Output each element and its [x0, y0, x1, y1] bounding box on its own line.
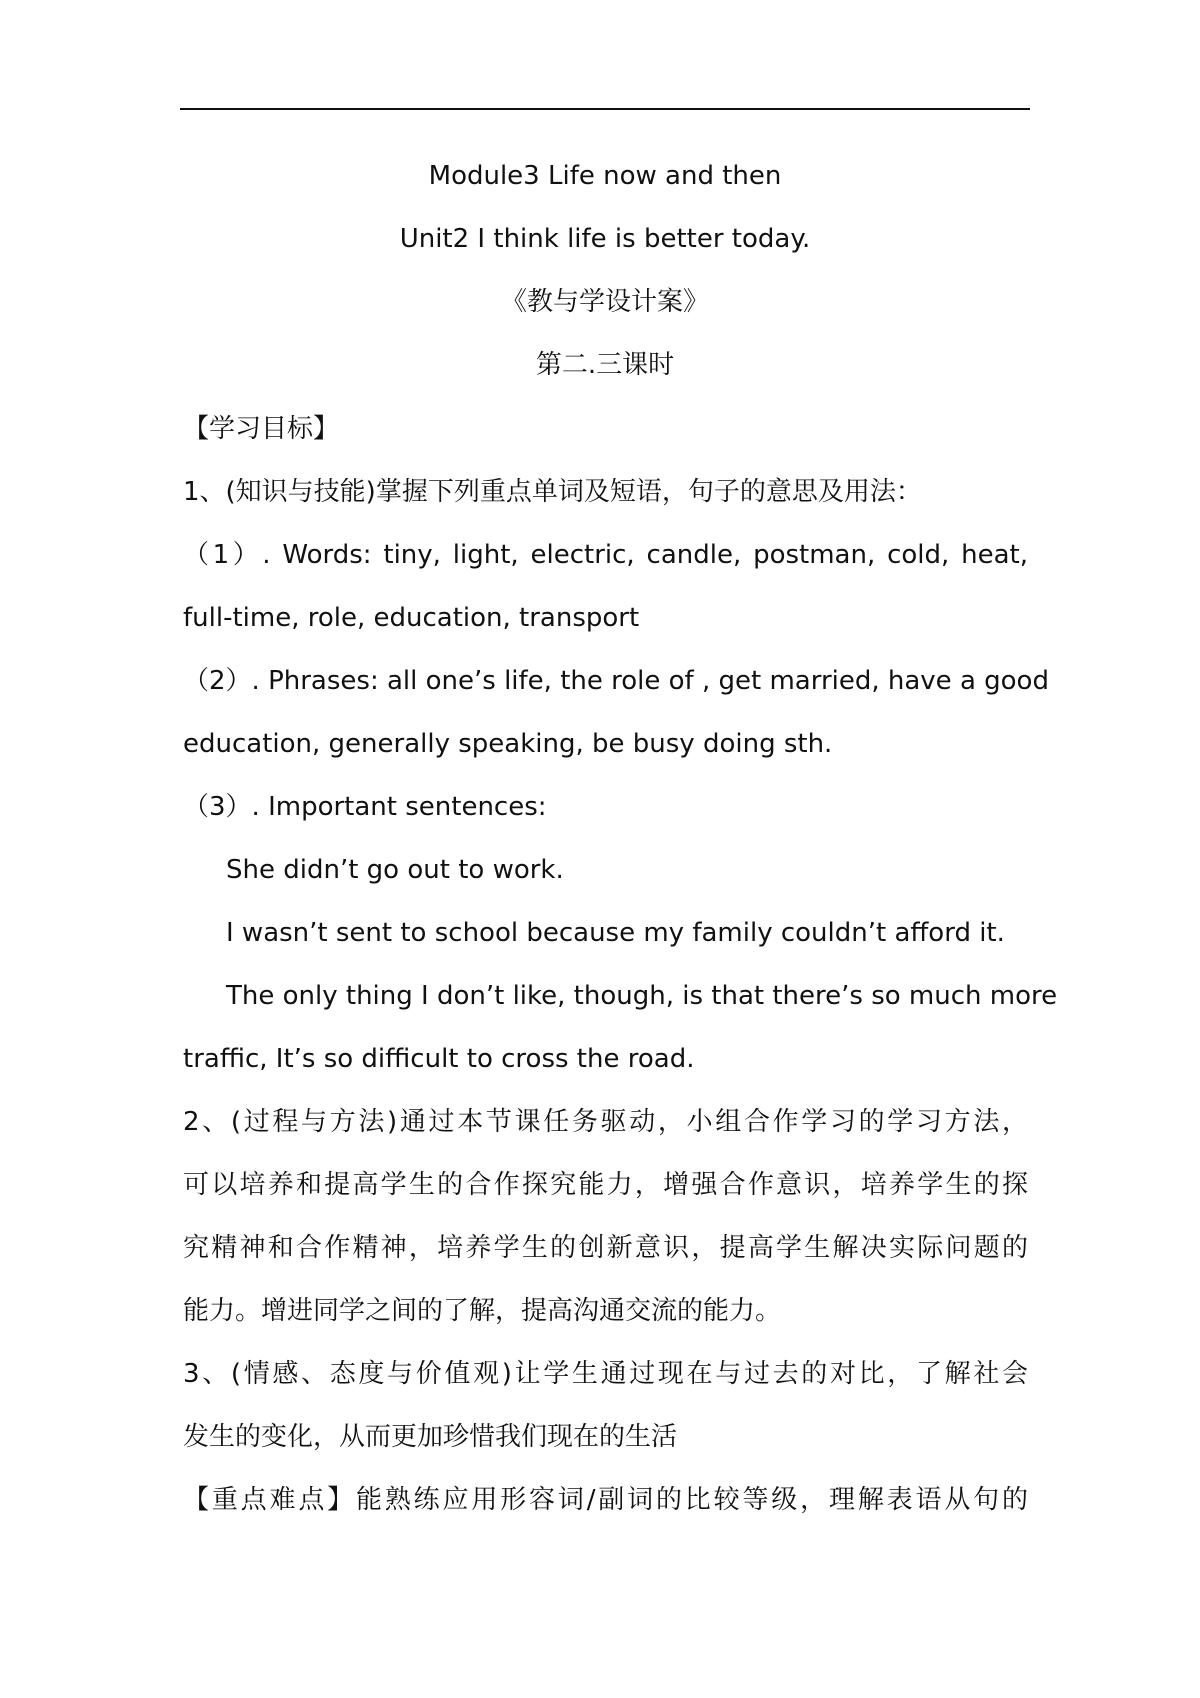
phrases-line-1: （2）. Phrases: all one’s life, the role of , get married, have a good — [183, 666, 1049, 696]
phrases-line-2: education, generally speaking, be busy doing sth. — [183, 729, 833, 759]
sentence-1: She didn’t go out to work. — [226, 855, 564, 885]
sentence-2: I wasn’t sent to school because my family couldn’t afford it. — [226, 918, 1005, 948]
words-line-2: full-time, role, education, transport — [183, 603, 640, 633]
sentences-heading: （3）. Important sentences: — [183, 792, 547, 822]
doc-type-title: 《教与学设计案》 — [500, 287, 709, 317]
module-title: Module3 Life now and then — [428, 161, 782, 191]
objective-2-line-3: 究精神和合作精神，培养学生的创新意识，提高学生解决实际问题的 — [183, 1233, 1028, 1263]
sentence-3-line-2: traffic, It’s so difficult to cross the road. — [183, 1044, 695, 1074]
objective-3-line-1: 3、(情感、态度与价值观)让学生通过现在与过去的对比，了解社会 — [183, 1359, 1028, 1389]
objective-2-line-4: 能力。增进同学之间的了解，提高沟通交流的能力。 — [183, 1296, 782, 1326]
words-line-1: （1）. Words: tiny, light, electric, candle, postman, cold, heat, — [183, 540, 1028, 570]
objective-2-line-2: 可以培养和提高学生的合作探究能力，增强合作意识，培养学生的探 — [183, 1170, 1028, 1200]
key-points-line-1: 【重点难点】能熟练应用形容词/副词的比较等级，理解表语从句的 — [183, 1485, 1028, 1515]
objective-2-line-1: 2、(过程与方法)通过本节课任务驱动，小组合作学习的学习方法， — [183, 1107, 1028, 1137]
objective-3-line-2: 发生的变化，从而更加珍惜我们现在的生活 — [183, 1422, 678, 1452]
objective-1-intro: 1、(知识与技能)掌握下列重点单词及短语，句子的意思及用法： — [183, 477, 922, 507]
sentence-3-line-1: The only thing I don’t like, though, is that there’s so much more — [226, 981, 1058, 1011]
objectives-heading: 【学习目标】 — [183, 414, 340, 444]
header-rule — [180, 108, 1030, 110]
lesson-title: 第二.三课时 — [535, 350, 675, 380]
unit-title: Unit2 I think life is better today. — [399, 224, 811, 254]
